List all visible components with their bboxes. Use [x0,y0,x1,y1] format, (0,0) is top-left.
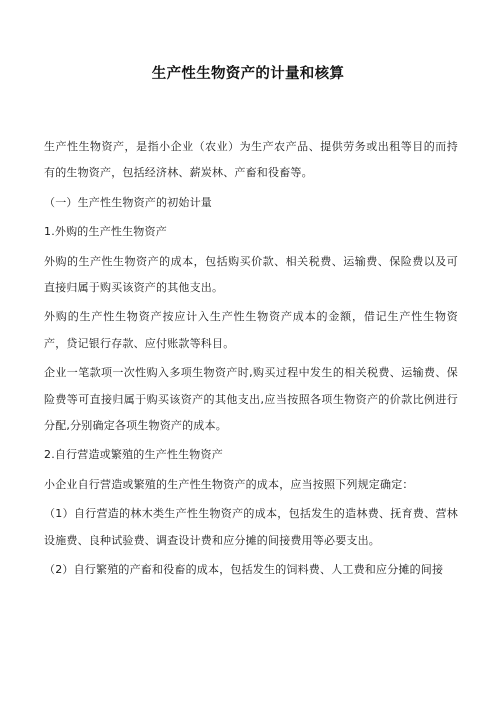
paragraph-livestock-cost: （2）自行繁殖的产畜和役畜的成本，包括发生的饲料费、人工费和应分摊的间接 [44,563,444,577]
document-title: 生产性生物资产的计量和核算 [151,66,345,82]
paragraph-definition: 生产性生物资产，是指小企业（农业）为生产农产品、提供劳务或出租等目的而持有的生物资产，包括经济林、薪炭林、产畜和役畜等。 [44,140,458,180]
paragraph-bulk-purchase: 企业一笔款项一次性购入多项生物资产时,购买过程中发生的相关税费、运输费、保险费等可直接归属于购买该资产的其他支出,应当按照各项生物资产的价款比例进行分配,分别确定各项生物资产的成本。 [44,366,458,433]
paragraph-purchased-cost: 外购的生产性生物资产的成本，包括购买价款、相关税费、运输费、保险费以及可直接归属于购买该资产的其他支出。 [44,254,458,295]
subheading-purchased-assets: 1.外购的生产性生物资产 [44,225,167,239]
section-heading-initial-measurement: （一）生产性生物资产的初始计量 [44,195,212,209]
paragraph-self-grown-intro: 小企业自行营造或繁殖的生产性生物资产的成本，应当按照下列规定确定： [44,477,414,491]
subheading-self-grown-assets: 2.自行营造或繁殖的生产性生物资产 [44,448,223,462]
document-body [44,134,458,584]
paragraph-forest-cost: （1）自行营造的林木类生产性生物资产的成本，包括发生的造林费、抚育费、营林设施费、良种试验费、调查设计费和应分摊的间接费用等必要支出。 [44,507,458,547]
paragraph-purchased-entry: 外购的生产性生物资产按应计入生产性生物资产成本的金额，借记生产性生物资产，贷记银行存款、应付账款等科目。 [44,310,458,350]
